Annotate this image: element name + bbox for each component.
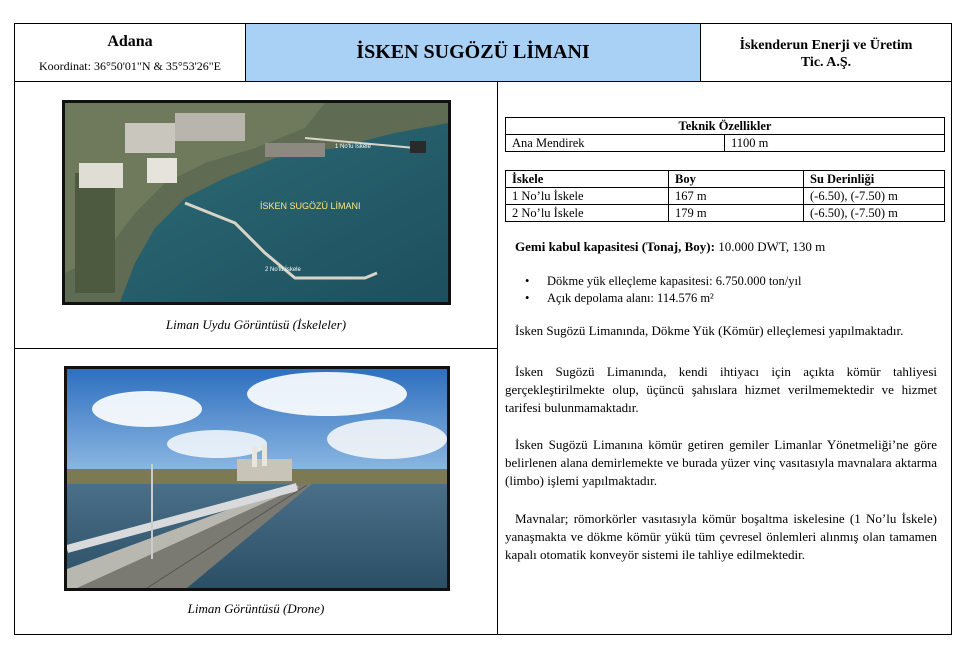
ship-capacity-value: 10.000 DWT, 130 m [718, 239, 826, 254]
breakwater-value: 1100 m [725, 135, 945, 152]
port-info-sheet [14, 23, 952, 635]
table-row [506, 205, 945, 222]
satellite-pier2-label: 2 No'lu İskele [265, 267, 301, 273]
pier-name: 2 No’lu İskele [506, 205, 669, 222]
paragraph: Mavnalar; römorkörler vasıtasıyla kömür boşaltma iskelesine (1 No’lu İskele) yanaşmakta ve dökme kömür yükü tüm çevresel önlemleri alınmış olan tamamen kapalı otomatik konveyör sistemi ile tahliye edilmektedir. [505, 511, 937, 562]
breakwater-label: Ana Mendirek [506, 135, 725, 152]
paragraph: İsken Sugözü Limanında, kendi ihtiyacı için açıkta kömür tahliyesi gerçekleştirilmekte olup, üçüncü şahıslara hizmet verilmemektedir ve hizmet tarifesi bulunmamaktadır. [505, 364, 937, 415]
satellite-image [62, 100, 451, 305]
bullet-item [525, 274, 801, 289]
page-title: İSKEN SUGÖZÜ LİMANI [246, 24, 701, 82]
location-cell [15, 24, 246, 82]
company-name-line2: Tic. A.Ş. [800, 55, 852, 70]
satellite-port-label: İSKEN SUGÖZÜ LİMANI [260, 201, 361, 211]
ship-capacity-label: Gemi kabul kapasitesi (Tonaj, Boy): [515, 239, 715, 254]
pier-length: 179 m [669, 205, 804, 222]
column-divider [497, 82, 498, 634]
paragraph: İsken Sugözü Limanında, Dökme Yük (Kömür) elleçlemesi yapılmaktadır. [515, 323, 904, 338]
ship-capacity [515, 239, 825, 255]
satellite-pier1-label: 1 No'lu İskele [335, 144, 371, 150]
piers-header-depth: Su Derinliği [804, 171, 945, 188]
paragraph: İsken Sugözü Limanına kömür getiren gemiler Limanlar Yönetmeliği’ne göre belirlenen alana demirlemekte ve burada yüzer vinç vasıtasıyla mavnalara aktarma (limbo) işlemi yapılmaktadır. [505, 437, 937, 488]
drone-image [64, 366, 450, 591]
pier-depth: (-6.50), (-7.50) m [804, 205, 945, 222]
bullet-item [525, 291, 714, 306]
company-name-line1: İskenderun Enerji ve Üretim [739, 38, 913, 53]
bullet-text: Açık depolama alanı: 114.576 m² [547, 291, 714, 305]
city-name: Adana [107, 33, 153, 50]
piers-header-pier: İskele [506, 171, 669, 188]
table-row [506, 188, 945, 205]
satellite-image-caption: Liman Uydu Görüntüsü (İskeleler) [165, 317, 347, 332]
tech-specs-title: Teknik Özellikler [506, 118, 945, 135]
bullet-text: Dökme yük elleçleme kapasitesi: 6.750.000 ton/yıl [547, 274, 802, 288]
coordinates: Koordinat: 36°50'01"N & 35°53'26"E [38, 59, 222, 73]
pier-length: 167 m [669, 188, 804, 205]
pier-name: 1 No’lu İskele [506, 188, 669, 205]
piers-table [505, 170, 945, 222]
piers-header-length: Boy [669, 171, 804, 188]
drone-image-caption: Liman Görüntüsü (Drone) [187, 601, 325, 616]
row-divider [15, 348, 497, 349]
company-name [701, 24, 951, 82]
pier-depth: (-6.50), (-7.50) m [804, 188, 945, 205]
technical-specs-table [505, 117, 945, 152]
